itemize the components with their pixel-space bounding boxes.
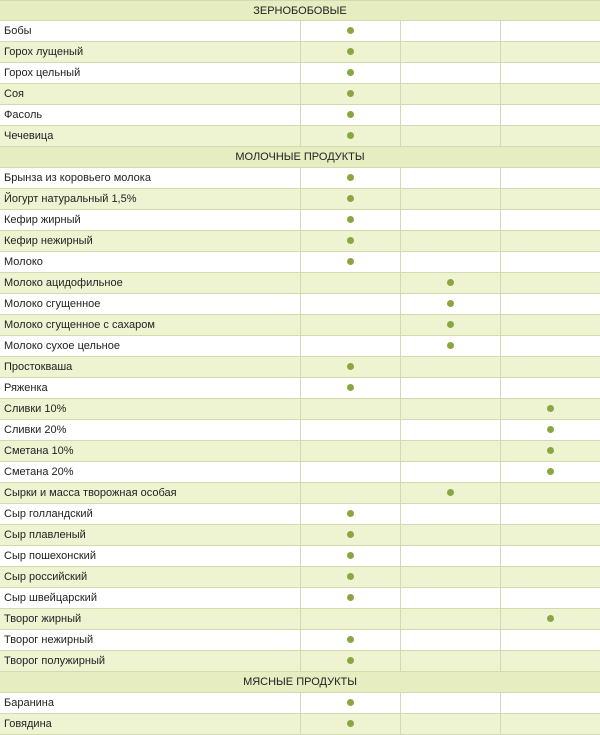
table-row	[0, 63, 600, 84]
column-2-cell	[400, 168, 500, 188]
section-header	[0, 147, 600, 168]
marker-dot-icon	[347, 636, 354, 643]
column-3-cell	[500, 63, 600, 83]
marker-dot-icon	[347, 216, 354, 223]
table-row	[0, 483, 600, 504]
column-1-cell	[300, 315, 400, 335]
product-name: Молоко	[4, 256, 43, 268]
marker-dot-icon	[347, 174, 354, 181]
product-name: Горох цельный	[4, 67, 81, 79]
column-3-cell	[500, 483, 600, 503]
table-row	[0, 609, 600, 630]
marker-dot-icon	[347, 111, 354, 118]
column-3-cell	[500, 525, 600, 545]
column-3-cell	[500, 714, 600, 734]
column-2-cell	[400, 420, 500, 440]
table-row	[0, 42, 600, 63]
product-name: Говядина	[4, 718, 52, 730]
marker-dot-icon	[347, 48, 354, 55]
table-row	[0, 567, 600, 588]
table-row	[0, 84, 600, 105]
column-2-cell	[400, 294, 500, 314]
table-row	[0, 336, 600, 357]
column-3-cell	[500, 588, 600, 608]
marker-dot-icon	[347, 657, 354, 664]
marker-dot-icon	[447, 489, 454, 496]
column-2-cell	[400, 651, 500, 671]
product-name: Молоко ацидофильное	[4, 277, 123, 289]
column-3-cell	[500, 126, 600, 146]
column-3-cell	[500, 42, 600, 62]
column-3-cell	[500, 294, 600, 314]
table-row	[0, 399, 600, 420]
product-name: Ряженка	[4, 382, 48, 394]
column-2-cell	[400, 252, 500, 272]
product-name: Сыр голландский	[4, 508, 93, 520]
column-2-cell	[400, 588, 500, 608]
column-1-cell	[300, 252, 400, 272]
column-2-cell	[400, 21, 500, 41]
column-2-cell	[400, 462, 500, 482]
table-row	[0, 189, 600, 210]
column-1-cell	[300, 357, 400, 377]
table-row	[0, 231, 600, 252]
column-1-cell	[300, 378, 400, 398]
marker-dot-icon	[547, 405, 554, 412]
product-name: Кефир жирный	[4, 214, 81, 226]
table-row	[0, 546, 600, 567]
marker-dot-icon	[547, 426, 554, 433]
column-2-cell	[400, 231, 500, 251]
product-name: Творог нежирный	[4, 634, 94, 646]
column-1-cell	[300, 399, 400, 419]
marker-dot-icon	[347, 195, 354, 202]
marker-dot-icon	[347, 720, 354, 727]
product-name: Кефир нежирный	[4, 235, 93, 247]
column-2-cell	[400, 378, 500, 398]
column-2-cell	[400, 609, 500, 629]
column-1-cell	[300, 441, 400, 461]
product-name: Творог жирный	[4, 613, 82, 625]
column-2-cell	[400, 399, 500, 419]
column-1-cell	[300, 483, 400, 503]
table-row	[0, 630, 600, 651]
column-1-cell	[300, 126, 400, 146]
marker-dot-icon	[447, 300, 454, 307]
table-row	[0, 714, 600, 735]
column-2-cell	[400, 273, 500, 293]
column-3-cell	[500, 441, 600, 461]
product-name: Сыр швейцарский	[4, 592, 97, 604]
table-row	[0, 315, 600, 336]
column-2-cell	[400, 42, 500, 62]
table-row	[0, 21, 600, 42]
table-row	[0, 357, 600, 378]
product-name: Простокваша	[4, 361, 73, 373]
column-3-cell	[500, 546, 600, 566]
product-name: Сыр российский	[4, 571, 88, 583]
column-3-cell	[500, 609, 600, 629]
product-name: Чечевица	[4, 130, 54, 142]
section-header	[0, 672, 600, 693]
table-row	[0, 210, 600, 231]
product-name: Фасоль	[4, 109, 43, 121]
table-row	[0, 168, 600, 189]
table-row	[0, 273, 600, 294]
marker-dot-icon	[547, 615, 554, 622]
column-1-cell	[300, 420, 400, 440]
column-3-cell	[500, 651, 600, 671]
product-name: Молоко сгущенное	[4, 298, 101, 310]
product-name: Сметана 10%	[4, 445, 74, 457]
column-1-cell	[300, 63, 400, 83]
marker-dot-icon	[347, 699, 354, 706]
table-row	[0, 105, 600, 126]
marker-dot-icon	[347, 573, 354, 580]
column-1-cell	[300, 84, 400, 104]
column-3-cell	[500, 378, 600, 398]
marker-dot-icon	[347, 27, 354, 34]
column-1-cell	[300, 588, 400, 608]
column-3-cell	[500, 84, 600, 104]
marker-dot-icon	[347, 69, 354, 76]
column-1-cell	[300, 21, 400, 41]
column-3-cell	[500, 189, 600, 209]
column-3-cell	[500, 273, 600, 293]
column-3-cell	[500, 336, 600, 356]
marker-dot-icon	[347, 594, 354, 601]
marker-dot-icon	[347, 90, 354, 97]
section-title: МЯСНЫЕ ПРОДУКТЫ	[243, 676, 357, 688]
column-2-cell	[400, 441, 500, 461]
column-2-cell	[400, 210, 500, 230]
table-row	[0, 588, 600, 609]
column-1-cell	[300, 168, 400, 188]
column-1-cell	[300, 609, 400, 629]
column-3-cell	[500, 399, 600, 419]
product-name: Сливки 20%	[4, 424, 67, 436]
product-name: Сырки и масса творожная особая	[4, 487, 177, 499]
column-1-cell	[300, 714, 400, 734]
column-1-cell	[300, 504, 400, 524]
column-1-cell	[300, 273, 400, 293]
column-1-cell	[300, 42, 400, 62]
table-row	[0, 651, 600, 672]
column-1-cell	[300, 525, 400, 545]
column-2-cell	[400, 336, 500, 356]
column-1-cell	[300, 336, 400, 356]
product-name: Йогурт натуральный 1,5%	[4, 193, 137, 205]
marker-dot-icon	[347, 531, 354, 538]
column-3-cell	[500, 21, 600, 41]
product-name: Творог полужирный	[4, 655, 105, 667]
column-3-cell	[500, 630, 600, 650]
marker-dot-icon	[547, 447, 554, 454]
column-2-cell	[400, 483, 500, 503]
marker-dot-icon	[347, 132, 354, 139]
table-row	[0, 378, 600, 399]
marker-dot-icon	[347, 384, 354, 391]
column-2-cell	[400, 714, 500, 734]
column-2-cell	[400, 357, 500, 377]
column-2-cell	[400, 546, 500, 566]
column-1-cell	[300, 546, 400, 566]
column-3-cell	[500, 357, 600, 377]
table-row	[0, 693, 600, 714]
column-2-cell	[400, 105, 500, 125]
column-3-cell	[500, 252, 600, 272]
marker-dot-icon	[347, 363, 354, 370]
product-name: Молоко сухое цельное	[4, 340, 120, 352]
table-row	[0, 126, 600, 147]
column-1-cell	[300, 693, 400, 713]
column-2-cell	[400, 63, 500, 83]
column-3-cell	[500, 567, 600, 587]
column-1-cell	[300, 231, 400, 251]
product-name: Баранина	[4, 697, 54, 709]
product-name: Сыр плавленый	[4, 529, 86, 541]
marker-dot-icon	[447, 279, 454, 286]
product-name: Молоко сгущенное с сахаром	[4, 319, 155, 331]
column-2-cell	[400, 504, 500, 524]
marker-dot-icon	[347, 510, 354, 517]
marker-dot-icon	[347, 258, 354, 265]
product-name: Соя	[4, 88, 25, 100]
product-name: Сыр пошехонский	[4, 550, 96, 562]
column-1-cell	[300, 462, 400, 482]
column-3-cell	[500, 168, 600, 188]
column-3-cell	[500, 693, 600, 713]
table-row	[0, 441, 600, 462]
section-title: ЗЕРНОБОБОВЫЕ	[253, 5, 347, 17]
column-2-cell	[400, 693, 500, 713]
section-title: МОЛОЧНЫЕ ПРОДУКТЫ	[235, 151, 365, 163]
marker-dot-icon	[447, 321, 454, 328]
table-row	[0, 252, 600, 273]
marker-dot-icon	[447, 342, 454, 349]
column-3-cell	[500, 105, 600, 125]
column-1-cell	[300, 630, 400, 650]
product-name: Брынза из коровьего молока	[4, 172, 151, 184]
column-2-cell	[400, 630, 500, 650]
column-3-cell	[500, 231, 600, 251]
column-3-cell	[500, 210, 600, 230]
column-2-cell	[400, 189, 500, 209]
product-name: Бобы	[4, 25, 32, 37]
column-2-cell	[400, 567, 500, 587]
table-row	[0, 294, 600, 315]
section-header	[0, 0, 600, 21]
table-row	[0, 504, 600, 525]
column-2-cell	[400, 84, 500, 104]
column-2-cell	[400, 315, 500, 335]
marker-dot-icon	[547, 468, 554, 475]
column-1-cell	[300, 567, 400, 587]
column-3-cell	[500, 462, 600, 482]
product-name: Сметана 20%	[4, 466, 74, 478]
marker-dot-icon	[347, 237, 354, 244]
column-3-cell	[500, 504, 600, 524]
column-1-cell	[300, 294, 400, 314]
table-row	[0, 525, 600, 546]
column-2-cell	[400, 126, 500, 146]
table-row	[0, 462, 600, 483]
column-1-cell	[300, 189, 400, 209]
product-name: Горох лущеный	[4, 46, 84, 58]
marker-dot-icon	[347, 552, 354, 559]
column-1-cell	[300, 105, 400, 125]
column-3-cell	[500, 315, 600, 335]
table-row	[0, 420, 600, 441]
column-3-cell	[500, 420, 600, 440]
product-name: Сливки 10%	[4, 403, 67, 415]
column-1-cell	[300, 651, 400, 671]
column-2-cell	[400, 525, 500, 545]
column-1-cell	[300, 210, 400, 230]
